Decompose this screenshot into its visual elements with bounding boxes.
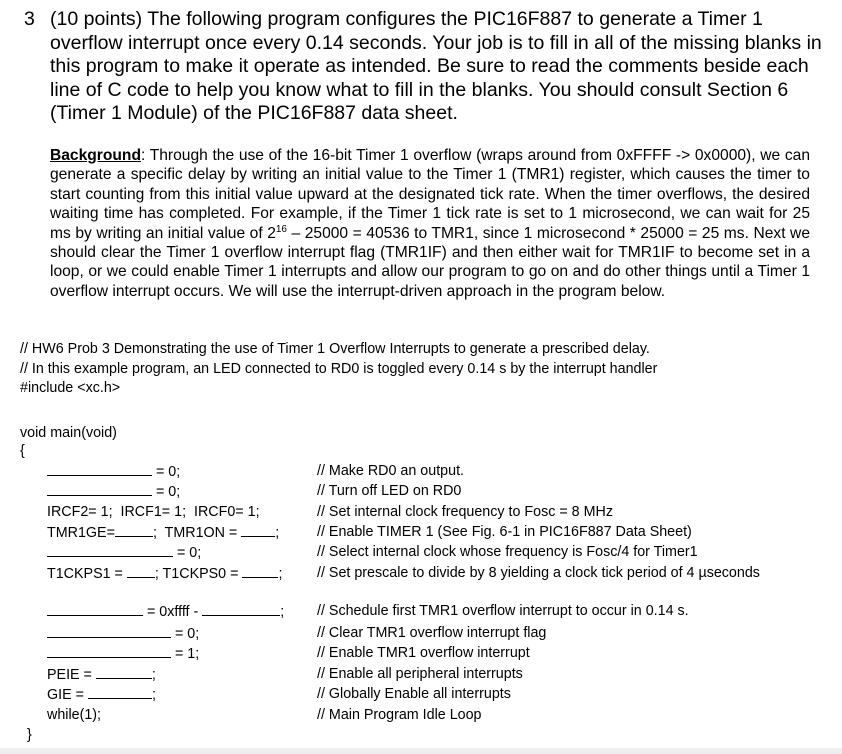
background-text-2: – 25000 = 40536 to TMR1, since 1 microsecond * 25000 = 25 ms. Next we should clear the Timer 1 overflow interrupt flag (TMR1IF) and then either wait for TMR1IF to become set in a loop, or we could enable Timer 1 interrupts and allow our program to go on and do other things until a Timer 1 overflow interrupt occurs. We will use the interrupt-driven approach in the program below. [50, 224, 810, 300]
code-line: IRCF2= 1; IRCF1= 1; IRCF0= 1; [47, 504, 260, 520]
question-number: 3 [24, 8, 35, 30]
blank-field[interactable] [96, 665, 152, 679]
background-text-1: : Through the use of the 16-bit Timer 1 overflow (wraps around from 0xFFFF -> 0x0000), we can generate a specific delay by writing an initial value to the Timer 1 (TMR1) register, which causes the timer to start counting from this initial value upward at the designated tick rate. When the timer overflows, the desired waiting time has completed. For example, if the Timer 1 tick rate is set to 1 microsecond, we can wait for 25 ms by writing an initial value of 2 [50, 147, 810, 242]
blank-field[interactable] [47, 624, 171, 638]
code-comment: // Enable TIMER 1 (See Fig. 6-1 in PIC16F887 Data Sheet) [317, 524, 692, 540]
code-line: = 0; [47, 462, 180, 481]
code-line: = 1; [47, 644, 199, 663]
code-comment: // Set prescale to divide by 8 yielding a clock tick period of 4 µseconds [317, 565, 760, 581]
blank-field[interactable] [47, 482, 152, 496]
code-line: T1CKPS1 = ; T1CKPS0 = ; [47, 566, 283, 582]
code-open-brace: { [20, 443, 25, 459]
background-label: Background [50, 147, 141, 164]
code-comment: // Schedule first TMR1 overflow interrupt to occur in 0.14 s. [317, 603, 689, 619]
blank-field[interactable] [47, 644, 171, 658]
code-comment: // Set internal clock frequency to Fosc = 8 MHz [317, 504, 613, 520]
blank-field[interactable] [88, 685, 152, 699]
code-comment: // Turn off LED on RD0 [317, 483, 462, 499]
code-comment: // Make RD0 an output. [317, 463, 465, 479]
code-comment: // Globally Enable all interrupts [317, 686, 511, 702]
background-superscript: 16 [275, 223, 287, 235]
code-line: TMR1GE= ; TMR1ON = ; [47, 525, 280, 541]
code-comment: // Main Program Idle Loop [317, 707, 482, 723]
code-line: = 0xffff - ; [47, 602, 284, 621]
code-line: = 0; [47, 543, 201, 562]
blank-field[interactable] [242, 564, 278, 578]
blank-field[interactable] [202, 602, 280, 616]
question-text: (10 points) The following program configures the PIC16F887 to generate a Timer 1 overflow interrupt once every 0.14 seconds. Your job is to fill in all of the missing blanks in this program to make it operate as intended. Be sure to read the comments beside each line of C code to help you know what to fill in the blanks. You should consult Section 6 (Timer 1 Module) of the PIC16F887 data sheet. [50, 8, 822, 124]
code-close-brace: } [27, 727, 32, 743]
code-header-1: // HW6 Prob 3 Demonstrating the use of Timer 1 Overflow Interrupts to generate a prescribed delay. [20, 341, 650, 357]
code-include: #include <xc.h> [20, 380, 121, 396]
background-paragraph [50, 146, 810, 301]
code-main: void main(void) [20, 425, 117, 441]
code-line: = 0; [47, 624, 199, 643]
page-bottom-edge [0, 748, 842, 754]
code-line: = 0; [47, 482, 180, 501]
blank-field[interactable] [115, 523, 153, 537]
code-line: while(1); [47, 707, 102, 723]
code-comment: // Select internal clock whose frequency is Fosc/4 for Timer1 [317, 544, 698, 560]
code-line: GIE = ; [47, 687, 156, 703]
code-comment: // Enable TMR1 overflow interrupt [317, 645, 530, 661]
blank-field[interactable] [47, 602, 143, 616]
code-comment: // Enable all peripheral interrupts [317, 666, 523, 682]
code-comment: // Clear TMR1 overflow interrupt flag [317, 625, 547, 641]
blank-field[interactable] [47, 543, 173, 557]
blank-field[interactable] [241, 523, 275, 537]
blank-field[interactable] [127, 564, 155, 578]
code-header-2: // In this example program, an LED connected to RD0 is toggled every 0.14 s by the interrupt handler [20, 361, 658, 377]
code-line: PEIE = ; [47, 667, 156, 683]
blank-field[interactable] [47, 462, 152, 476]
